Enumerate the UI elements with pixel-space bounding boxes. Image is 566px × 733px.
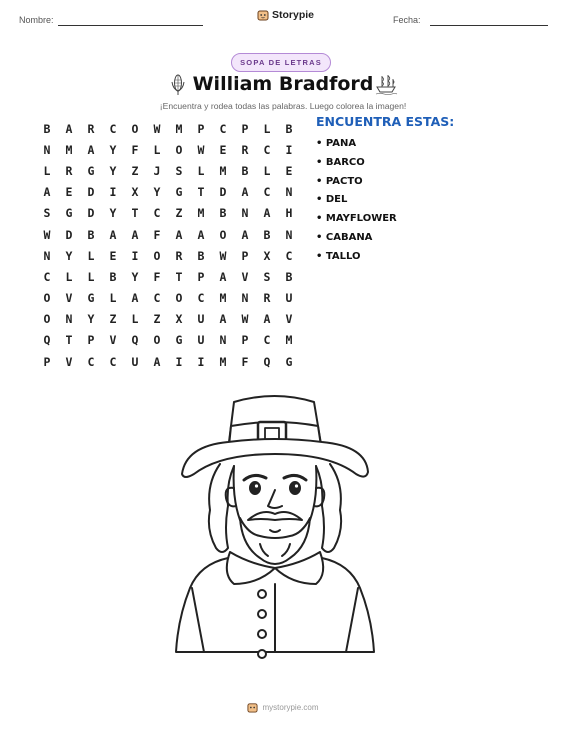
grid-cell[interactable]: Q	[131, 333, 139, 348]
grid-cell[interactable]: C	[263, 333, 271, 348]
grid-cell[interactable]: O	[219, 227, 227, 242]
grid-cell[interactable]: W	[219, 248, 227, 263]
grid-cell[interactable]: A	[219, 312, 227, 327]
grid-cell[interactable]: V	[65, 354, 73, 369]
grid-cell[interactable]: L	[109, 291, 117, 306]
grid-cell[interactable]: W	[43, 227, 51, 242]
grid-cell[interactable]: B	[285, 269, 293, 284]
grid-cell[interactable]: I	[285, 142, 293, 157]
grid-cell[interactable]: I	[197, 354, 205, 369]
grid-cell[interactable]: E	[219, 142, 227, 157]
word-list-item: • DEL	[316, 194, 348, 206]
grid-cell[interactable]: Z	[109, 312, 117, 327]
grid-cell[interactable]: U	[131, 354, 139, 369]
grid-cell[interactable]: Y	[153, 185, 161, 200]
grid-cell[interactable]: I	[109, 185, 117, 200]
grid-cell[interactable]: A	[175, 227, 183, 242]
grid-cell[interactable]: B	[43, 121, 51, 136]
grid-cell[interactable]: W	[153, 121, 161, 136]
grid-cell[interactable]: C	[43, 269, 51, 284]
grid-cell[interactable]: Q	[263, 354, 271, 369]
grid-row	[36, 351, 300, 372]
grid-cell[interactable]: M	[175, 121, 183, 136]
grid-cell[interactable]: I	[131, 248, 139, 263]
grid-cell[interactable]: R	[87, 121, 95, 136]
grid-row	[36, 266, 300, 287]
grid-cell[interactable]: D	[87, 206, 95, 221]
grid-cell[interactable]: O	[175, 142, 183, 157]
grid-cell[interactable]: N	[285, 185, 293, 200]
grid-cell[interactable]: O	[131, 121, 139, 136]
grid-cell[interactable]: Z	[131, 163, 139, 178]
grid-cell[interactable]: A	[43, 185, 51, 200]
activity-badge: SOPA DE LETRAS	[231, 53, 331, 72]
brand	[257, 9, 314, 21]
grid-cell[interactable]: G	[175, 333, 183, 348]
grid-cell[interactable]: G	[65, 206, 73, 221]
grid-cell[interactable]: L	[197, 163, 205, 178]
grid-cell[interactable]: C	[153, 206, 161, 221]
grid-row	[36, 182, 300, 203]
grid-cell[interactable]: M	[197, 206, 205, 221]
date-line[interactable]	[430, 25, 548, 26]
grid-cell[interactable]: T	[131, 206, 139, 221]
grid-cell[interactable]: C	[109, 121, 117, 136]
grid-cell[interactable]: A	[241, 227, 249, 242]
grid-cell[interactable]: O	[153, 333, 161, 348]
grid-cell[interactable]: N	[43, 248, 51, 263]
grid-cell[interactable]: C	[109, 354, 117, 369]
grid-cell[interactable]: O	[175, 291, 183, 306]
grid-cell[interactable]: L	[263, 163, 271, 178]
grid-row	[36, 245, 300, 266]
grid-cell[interactable]: C	[153, 291, 161, 306]
grid-cell[interactable]: L	[87, 248, 95, 263]
grid-cell[interactable]: W	[241, 312, 249, 327]
grid-cell[interactable]: Y	[65, 248, 73, 263]
grid-cell[interactable]: M	[219, 291, 227, 306]
grid-cell[interactable]: A	[263, 206, 271, 221]
footer-url[interactable]: mystorypie.com	[262, 703, 319, 712]
grid-cell[interactable]: X	[263, 248, 271, 263]
grid-cell[interactable]: L	[43, 163, 51, 178]
grid-row	[36, 139, 300, 160]
grid-cell[interactable]: M	[65, 142, 73, 157]
grid-cell[interactable]: P	[197, 121, 205, 136]
grid-cell[interactable]: L	[87, 269, 95, 284]
grid-cell[interactable]: A	[131, 291, 139, 306]
word-list-item: • PACTO	[316, 175, 363, 187]
grid-cell[interactable]: A	[109, 227, 117, 242]
name-line[interactable]	[58, 25, 203, 26]
grid-cell[interactable]: U	[197, 333, 205, 348]
grid-cell[interactable]: P	[241, 121, 249, 136]
word-list-item: • PANA	[316, 138, 357, 149]
grid-cell[interactable]: A	[153, 354, 161, 369]
grid-cell[interactable]: O	[43, 312, 51, 327]
grid-cell[interactable]: C	[87, 354, 95, 369]
grid-cell[interactable]: Y	[87, 312, 95, 327]
grid-cell[interactable]: R	[175, 248, 183, 263]
grid-cell[interactable]: P	[197, 269, 205, 284]
storypie-logo-icon	[247, 702, 258, 713]
word-list-item: • CABANA	[316, 231, 373, 243]
grid-row	[36, 160, 300, 181]
grid-cell[interactable]: C	[285, 248, 293, 263]
grid-row	[36, 288, 300, 309]
grid-cell[interactable]: T	[197, 185, 205, 200]
grid-cell[interactable]: Y	[109, 142, 117, 157]
grid-cell[interactable]: J	[153, 163, 161, 178]
grid-cell[interactable]: Z	[175, 206, 183, 221]
grid-cell[interactable]: P	[43, 354, 51, 369]
grid-cell[interactable]: M	[285, 333, 293, 348]
ship-icon	[374, 72, 398, 96]
grid-cell[interactable]: E	[65, 185, 73, 200]
grid-cell[interactable]: A	[197, 227, 205, 242]
grid-row	[36, 309, 300, 330]
grid-cell[interactable]: E	[109, 248, 117, 263]
header	[0, 0, 566, 34]
grid-cell[interactable]: A	[87, 142, 95, 157]
grid-cell[interactable]: T	[175, 269, 183, 284]
grid-cell[interactable]: N	[219, 333, 227, 348]
pilgrim-illustration	[170, 388, 380, 680]
grid-row	[36, 224, 300, 245]
footer	[0, 702, 566, 713]
grid-cell[interactable]: B	[197, 248, 205, 263]
grid-cell[interactable]: E	[285, 163, 293, 178]
brand-name: Storypie	[272, 9, 315, 21]
grid-cell[interactable]: L	[263, 121, 271, 136]
storypie-logo-icon	[257, 9, 269, 21]
name-label: Nombre:	[19, 15, 54, 25]
grid-cell[interactable]: N	[241, 291, 249, 306]
grid-cell[interactable]: M	[219, 163, 227, 178]
grid-cell[interactable]: P	[241, 248, 249, 263]
grid-cell[interactable]: R	[241, 142, 249, 157]
grid-cell[interactable]: F	[241, 354, 249, 369]
grid-cell[interactable]: D	[219, 185, 227, 200]
grid-cell[interactable]: F	[153, 269, 161, 284]
word-list-item: • MAYFLOWER	[316, 213, 397, 225]
word-list-title: ENCUENTRA ESTAS:	[316, 114, 455, 129]
grid-cell[interactable]: P	[87, 333, 95, 348]
word-list-item: • BARCO	[316, 156, 365, 168]
word-list-item: • TALLO	[316, 250, 361, 262]
grid-cell[interactable]: F	[131, 142, 139, 157]
grid-cell[interactable]: N	[65, 312, 73, 327]
grid-cell[interactable]: B	[241, 163, 249, 178]
grid-cell[interactable]: U	[197, 312, 205, 327]
grid-cell[interactable]: I	[175, 354, 183, 369]
grid-cell[interactable]: L	[153, 142, 161, 157]
grid-cell[interactable]: B	[109, 269, 117, 284]
grid-cell[interactable]: S	[263, 269, 271, 284]
grid-cell[interactable]: S	[175, 163, 183, 178]
grid-cell[interactable]: B	[87, 227, 95, 242]
page-title: William Bradford	[192, 73, 374, 95]
grid-cell[interactable]: A	[65, 121, 73, 136]
grid-cell[interactable]: A	[263, 312, 271, 327]
grid-cell[interactable]: T	[65, 333, 73, 348]
grid-cell[interactable]: P	[241, 333, 249, 348]
grid-cell[interactable]: V	[65, 291, 73, 306]
grid-cell[interactable]: V	[109, 333, 117, 348]
grid-cell[interactable]: G	[285, 354, 293, 369]
grid-cell[interactable]: O	[153, 248, 161, 263]
grid-cell[interactable]: N	[43, 142, 51, 157]
grid-cell[interactable]: A	[131, 227, 139, 242]
grid-cell[interactable]: M	[219, 354, 227, 369]
grid-cell[interactable]: C	[197, 291, 205, 306]
grid-cell[interactable]: R	[65, 163, 73, 178]
word-search-grid	[36, 118, 300, 372]
grid-cell[interactable]: H	[285, 206, 293, 221]
grid-cell[interactable]: G	[175, 185, 183, 200]
grid-cell[interactable]: Y	[109, 163, 117, 178]
grid-cell[interactable]: V	[241, 269, 249, 284]
grid-cell[interactable]: G	[87, 163, 95, 178]
grid-cell[interactable]: Y	[131, 269, 139, 284]
grid-cell[interactable]: D	[87, 185, 95, 200]
grid-cell[interactable]: G	[87, 291, 95, 306]
grid-cell[interactable]: C	[219, 121, 227, 136]
grid-cell[interactable]: A	[219, 269, 227, 284]
grid-cell[interactable]: X	[175, 312, 183, 327]
word-list	[316, 114, 516, 267]
grid-cell[interactable]: B	[219, 206, 227, 221]
grid-cell[interactable]: U	[285, 291, 293, 306]
grid-cell[interactable]: F	[153, 227, 161, 242]
grid-cell[interactable]: Q	[43, 333, 51, 348]
instructions: ¡Encuentra y rodea todas las palabras. Luego colorea la imagen!	[159, 101, 407, 111]
grid-row	[36, 118, 300, 139]
grid-cell[interactable]: V	[285, 312, 293, 327]
grid-cell[interactable]: L	[65, 269, 73, 284]
grid-cell[interactable]: L	[131, 312, 139, 327]
grid-row	[36, 330, 300, 351]
grid-row	[36, 203, 300, 224]
grid-cell[interactable]: C	[263, 142, 271, 157]
grid-cell[interactable]: Y	[109, 206, 117, 221]
grid-cell[interactable]: N	[241, 206, 249, 221]
grid-cell[interactable]: B	[263, 227, 271, 242]
grid-cell[interactable]: N	[285, 227, 293, 242]
grid-cell[interactable]: W	[197, 142, 205, 157]
grid-cell[interactable]: S	[43, 206, 51, 221]
grid-cell[interactable]: B	[285, 121, 293, 136]
grid-cell[interactable]: R	[263, 291, 271, 306]
grid-cell[interactable]: Z	[153, 312, 161, 327]
grid-cell[interactable]: X	[131, 185, 139, 200]
date-label: Fecha:	[393, 15, 421, 25]
grid-cell[interactable]: O	[43, 291, 51, 306]
grid-cell[interactable]: D	[65, 227, 73, 242]
grid-cell[interactable]: A	[241, 185, 249, 200]
grid-cell[interactable]: C	[263, 185, 271, 200]
